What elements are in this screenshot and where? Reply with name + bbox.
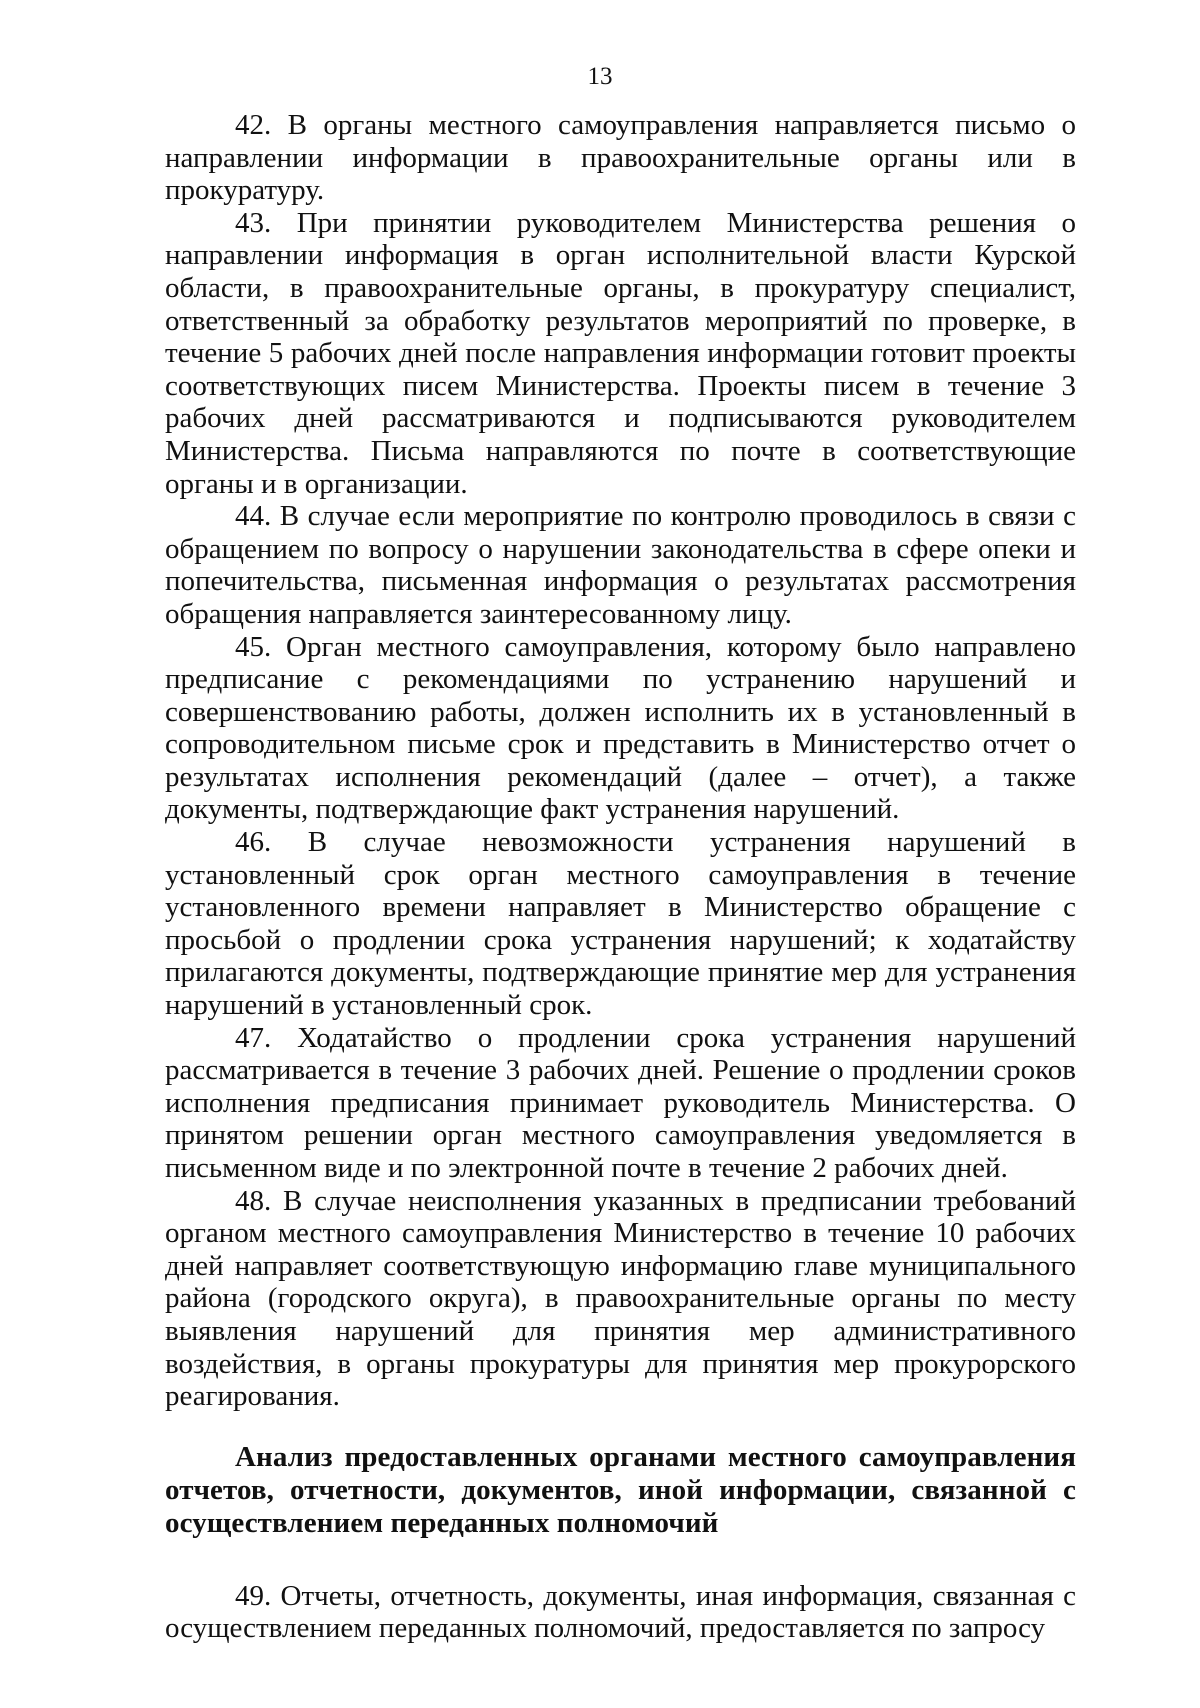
document-body xyxy=(165,109,1076,1645)
paragraph-48: 48. В случае неисполнения указанных в предписании требований органом местного самоуправления Министерство в течение 10 рабочих дней направляет соответствующую информацию главе муниципального района (городского округа), в правоохранительные органы по месту выявления нарушений для принятия мер административного воздействия, в органы прокуратуры для принятия мер прокурорского реагирования. xyxy=(165,1184,1076,1413)
paragraph-47: 47. Ходатайство о продлении срока устранения нарушений рассматривается в течение 3 рабочих дней. Решение о продлении сроков исполнения предписания принимает руководитель Министерства. О принятом решении орган местного самоуправления уведомляется в письменном виде и по электронной почте в течение 2 рабочих дней. xyxy=(165,1021,1076,1184)
page-number: 13 xyxy=(587,63,613,90)
paragraph-49: 49. Отчеты, отчетность, документы, иная информация, связанная с осуществлением переданных полномочий, предоставляется по запросу xyxy=(165,1579,1076,1645)
section-heading: Анализ предоставленных органами местного самоуправления отчетов, отчетности, документов, иной информации, связанной с осуществлением переданных полномочий xyxy=(165,1440,1076,1539)
paragraph-44: 44. В случае если мероприятие по контролю проводилось в связи с обращением по вопросу о нарушении законодательства в сфере опеки и попечительства, письменная информация о результатах рассмотрения обращения направляется заинтересованному лицу. xyxy=(165,500,1076,630)
paragraph-46: 46. В случае невозможности устранения нарушений в установленный срок орган местного самоуправления в течение установленного времени направляет в Министерство обращение с просьбой о продлении срока устранения нарушений; к ходатайству прилагаются документы, подтверждающие принятие мер для устранения нарушений в установленный срок. xyxy=(165,826,1076,1022)
paragraph-45: 45. Орган местного самоуправления, которому было направлено предписание с рекомендациями по устранению нарушений и совершенствованию работы, должен исполнить их в установленный в сопроводительном письме срок и представить в Министерство отчет о результатах исполнения рекомендаций (далее – отчет), а также документы, подтверждающие факт устранения нарушений. xyxy=(165,630,1076,826)
paragraph-42: 42. В органы местного самоуправления направляется письмо о направлении информации в правоохранительные органы или в прокуратуру. xyxy=(165,109,1076,207)
paragraph-43: 43. При принятии руководителем Министерства решения о направлении информация в орган исполнительной власти Курской области, в правоохранительные органы, в прокуратуру специалист, ответственный за обработку результатов мероприятий по проверке, в течение 5 рабочих дней после направления информации готовит проекты соответствующих писем Министерства. Проекты писем в течение 3 рабочих дней рассматриваются и подписываются руководителем Министерства. Письма направляются по почте в соответствующие органы и в организации. xyxy=(165,206,1076,500)
